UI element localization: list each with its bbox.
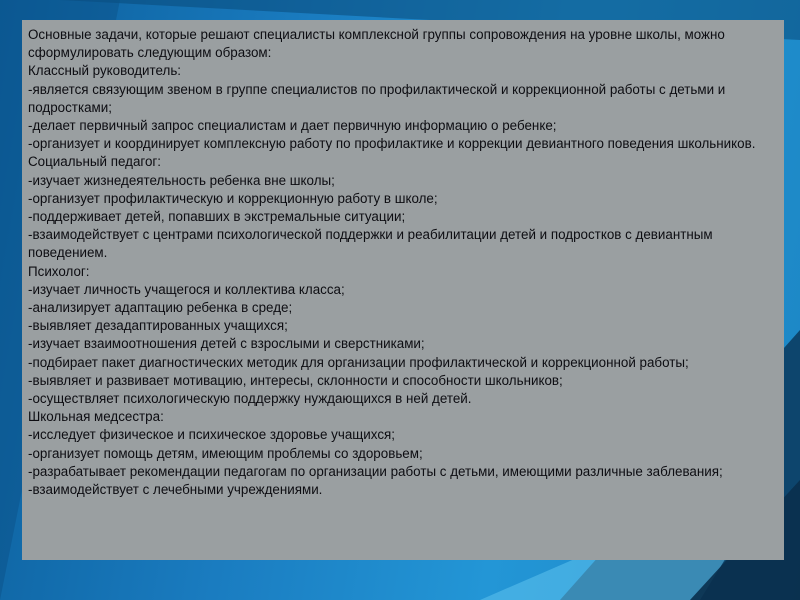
list-item: -разрабатывает рекомендации педагогам по организации работы с детьми, имеющими различные заблевания; xyxy=(28,463,723,479)
list-item: -изучает взаимоотношения детей с взрослыми и сверстниками; xyxy=(28,336,425,352)
list-item: -является связующим звеном в группе специалистов по профилактической и коррекционной работы с детьми и подростками; xyxy=(28,81,726,115)
heading-social-teacher: Социальный педагог: xyxy=(28,154,162,170)
list-item: -исследует физическое и психическое здоровье учащихся; xyxy=(28,427,395,443)
list-item: -изучает личность учащегося и коллектива класса; xyxy=(28,281,345,297)
list-item: -поддерживает детей, попавших в экстремальные ситуации; xyxy=(28,209,406,225)
list-item: -организует помощь детям, имеющим проблемы со здоровьем; xyxy=(28,445,423,461)
heading-psychologist: Психолог: xyxy=(28,263,90,279)
list-item: -делает первичный запрос специалистам и дает первичную информацию о ребенке; xyxy=(28,118,557,134)
heading-class-teacher: Классный руководитель: xyxy=(28,63,182,79)
list-item: -подбирает пакет диагностических методик для организации профилактической и коррекционной работы; xyxy=(28,354,689,370)
intro-line: Основные задачи, которые решают специалисты комплексной группы сопровождения на уровне школы, можно сформулировать следующим образом: xyxy=(28,27,725,61)
list-item: -выявляет и развивает мотивацию, интересы, склонности и способности школьников; xyxy=(28,372,563,388)
heading-school-nurse: Школьная медсестра: xyxy=(28,409,164,425)
list-item: -организует профилактическую и коррекционную работу в школе; xyxy=(28,190,438,206)
list-item: -взаимодействует с лечебными учреждениями. xyxy=(28,482,323,498)
list-item: -выявляет дезадаптированных учащихся; xyxy=(28,318,288,334)
list-item: -изучает жизнедеятельность ребенка вне школы; xyxy=(28,172,335,188)
list-item: -взаимодействует с центрами психологической поддержки и реабилитации детей и подростков с девиантным поведением. xyxy=(28,227,713,261)
list-item: -осуществляет психологическую поддержку нуждающихся в ней детей. xyxy=(28,391,472,407)
text-box xyxy=(22,20,784,560)
list-item: -анализирует адаптацию ребенка в среде; xyxy=(28,300,293,316)
list-item: -организует и координирует комплексную работу по профилактике и коррекции девиантного поведения школьников. xyxy=(28,136,756,152)
